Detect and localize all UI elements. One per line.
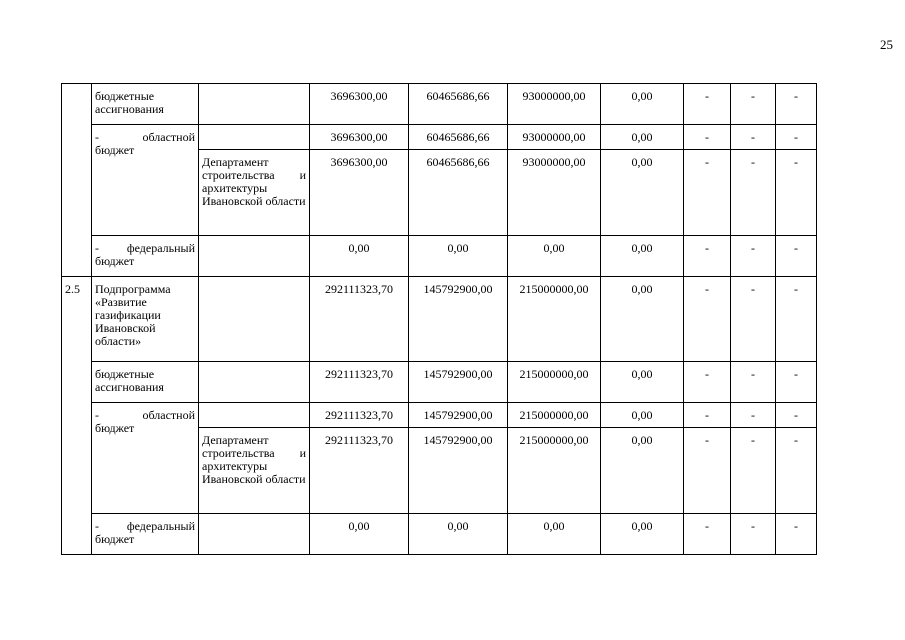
value-cell: 3696300,00: [310, 125, 409, 150]
value-cell: 0,00: [601, 362, 684, 403]
value-cell: 292111323,70: [310, 403, 409, 428]
value-cell: 215000000,00: [508, 362, 601, 403]
item-name: бюджетные ассигнования: [92, 84, 199, 125]
value-cell: 60465686,66: [409, 84, 508, 125]
value-cell: 292111323,70: [310, 362, 409, 403]
value-cell: 145792900,00: [409, 362, 508, 403]
dash-cell: -: [776, 403, 817, 428]
value-cell: 3696300,00: [310, 150, 409, 236]
table-row: [62, 236, 817, 277]
dash-cell: -: [731, 150, 776, 236]
dash-cell: -: [731, 84, 776, 125]
value-cell: 0,00: [310, 236, 409, 277]
row-number: 2.5: [62, 277, 92, 555]
value-cell: 145792900,00: [409, 428, 508, 514]
page-number: 25: [880, 37, 893, 52]
value-cell: 93000000,00: [508, 125, 601, 150]
value-cell: 93000000,00: [508, 150, 601, 236]
item-name: бюджетные ассигнования: [92, 362, 199, 403]
budget-table: [61, 83, 817, 555]
dash-cell: -: [776, 277, 817, 362]
table-row: [62, 277, 817, 362]
value-cell: 93000000,00: [508, 84, 601, 125]
value-cell: 0,00: [601, 403, 684, 428]
value-cell: 215000000,00: [508, 428, 601, 514]
dash-cell: -: [776, 362, 817, 403]
executor-cell: [199, 403, 310, 428]
executor-cell: [199, 514, 310, 555]
value-cell: 0,00: [601, 514, 684, 555]
value-cell: 215000000,00: [508, 403, 601, 428]
item-name: Подпрограмма «Развитие газификации Ивановской области»: [92, 277, 199, 362]
dash-cell: -: [684, 84, 731, 125]
dash-cell: -: [731, 362, 776, 403]
value-cell: 0,00: [409, 514, 508, 555]
executor-cell: Департамент строительства и архитектуры Ивановской области: [199, 150, 310, 236]
dash-cell: -: [731, 514, 776, 555]
dash-cell: -: [776, 125, 817, 150]
dash-cell: -: [731, 403, 776, 428]
value-cell: 60465686,66: [409, 150, 508, 236]
value-cell: 0,00: [601, 277, 684, 362]
value-cell: 145792900,00: [409, 403, 508, 428]
value-cell: 0,00: [601, 125, 684, 150]
row-number: [62, 84, 92, 277]
value-cell: 3696300,00: [310, 84, 409, 125]
dash-cell: -: [776, 84, 817, 125]
value-cell: 0,00: [601, 236, 684, 277]
value-cell: 0,00: [310, 514, 409, 555]
table-row: [62, 514, 817, 555]
dash-cell: -: [684, 236, 731, 277]
dash-cell: -: [731, 236, 776, 277]
item-name: - областной бюджет: [92, 125, 199, 236]
executor-cell: [199, 362, 310, 403]
item-name: - областной бюджет: [92, 403, 199, 514]
value-cell: 215000000,00: [508, 277, 601, 362]
item-name: - федеральный бюджет: [92, 514, 199, 555]
dash-cell: -: [776, 150, 817, 236]
dash-cell: -: [684, 514, 731, 555]
executor-cell: Департамент строительства и архитектуры Ивановской области: [199, 428, 310, 514]
executor-cell: [199, 236, 310, 277]
dash-cell: -: [776, 428, 817, 514]
dash-cell: -: [684, 150, 731, 236]
dash-cell: -: [684, 125, 731, 150]
dash-cell: -: [684, 428, 731, 514]
value-cell: 0,00: [409, 236, 508, 277]
executor-cell: [199, 84, 310, 125]
value-cell: 0,00: [601, 428, 684, 514]
dash-cell: -: [776, 514, 817, 555]
dash-cell: -: [684, 277, 731, 362]
dash-cell: -: [731, 125, 776, 150]
executor-cell: [199, 125, 310, 150]
value-cell: 0,00: [508, 236, 601, 277]
dash-cell: -: [684, 362, 731, 403]
item-name: - федеральный бюджет: [92, 236, 199, 277]
table-row: [62, 403, 817, 428]
dash-cell: -: [731, 277, 776, 362]
table-row: [62, 362, 817, 403]
value-cell: 145792900,00: [409, 277, 508, 362]
table-row: [62, 125, 817, 150]
executor-cell: [199, 277, 310, 362]
dash-cell: -: [731, 428, 776, 514]
value-cell: 0,00: [508, 514, 601, 555]
value-cell: 0,00: [601, 150, 684, 236]
table-row: [62, 84, 817, 125]
value-cell: 60465686,66: [409, 125, 508, 150]
value-cell: 292111323,70: [310, 428, 409, 514]
value-cell: 292111323,70: [310, 277, 409, 362]
dash-cell: -: [776, 236, 817, 277]
dash-cell: -: [684, 403, 731, 428]
value-cell: 0,00: [601, 84, 684, 125]
